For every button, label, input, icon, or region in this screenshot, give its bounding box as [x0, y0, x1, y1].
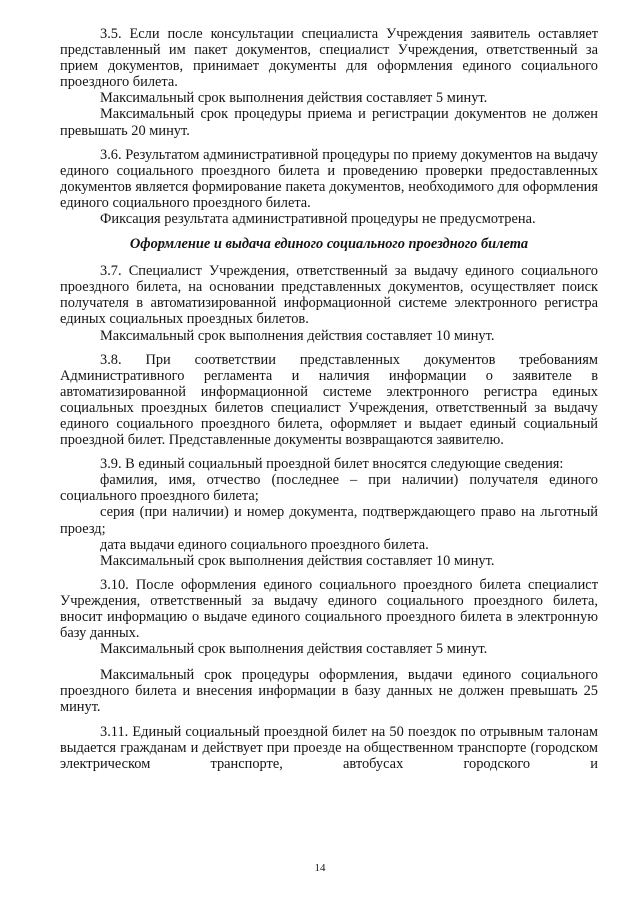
paragraph-3-9-max-time: Максимальный срок выполнения действия составляет 10 минут.: [100, 552, 495, 569]
page-number: 14: [314, 862, 326, 874]
paragraph-3-9: 3.9. В единый социальный проездной билет вносятся следующие сведения:: [100, 456, 564, 473]
paragraph-3-5: 3.5. Если после консультации специалиста Учреждения заявитель оставляет представленный им пакет документов, специалист Учреждения, ответственный за прием документов, принимает документы для оформления единого социального проездного билета.: [60, 26, 598, 91]
paragraph-3-7-max-time: Максимальный срок выполнения действия составляет 10 минут.: [100, 327, 495, 344]
paragraph-3-9-item-date: дата выдачи единого социального проездного билета.: [100, 536, 429, 553]
paragraph-3-11: 3.11. Единый социальный проездной билет на 50 поездок по отрывным талонам выдается гражданам и действует при проезде на общественном транспорте (городском электрическом транспорте, автобусах городского и: [60, 723, 598, 772]
paragraph-3-8: 3.8. При соответствии представленных документов требованиям Административного регламента и наличия информации о заявителе в автоматизированной информационной системе электронного регистра единых социальных проездных билетов специалист Учреждения, ответственный за выдачу единого социального проездного билета, оформляет и выдает единый социальный проездной билет. Представленные документы возвращаются заявителю.: [60, 351, 598, 449]
paragraph-3-6-fixation: Фиксация результата административной процедуры не предусмотрена.: [100, 211, 536, 228]
section-heading: Оформление и выдача единого социального проездного билета: [129, 236, 529, 253]
paragraph-3-10-max-time: Максимальный срок выполнения действия составляет 5 минут.: [100, 641, 488, 658]
paragraph-3-9-item-document: серия (при наличии) и номер документа, подтверждающего право на льготный проезд;: [60, 504, 598, 537]
paragraph-3-10-total-time: Максимальный срок процедуры оформления, выдачи единого социального проездного билета и внесения информации в базу данных не должен превышать 25 минут.: [60, 667, 598, 716]
document-body: [60, 26, 598, 772]
paragraph-3-6: 3.6. Результатом административной процедуры по приему документов на выдачу единого социального проездного билета и проведению проверки предоставленных документов является формирование пакета документов, необходимого для оформления единого социального проездного билета.: [60, 146, 598, 211]
paragraph-3-5-max-time: Максимальный срок выполнения действия составляет 5 минут.: [100, 90, 488, 107]
paragraph-3-9-item-name: фамилия, имя, отчество (последнее – при наличии) получателя единого социального проездного билета;: [60, 472, 598, 505]
paragraph-3-5-total-time: Максимальный срок процедуры приема и регистрации документов не должен превышать 20 минут.: [60, 106, 598, 139]
paragraph-3-10: 3.10. После оформления единого социального проездного билета специалист Учреждения, ответственный за выдачу единого социального проездного билета, вносит информацию о выдаче единого социального проездного билета в электронную базу данных.: [60, 576, 598, 642]
paragraph-3-7: 3.7. Специалист Учреждения, ответственный за выдачу единого социального проездного билета, на основании представленных документов, осуществляет поиск получателя в автоматизированной информационной системе электронного регистра единых социальных проездных билетов.: [60, 263, 598, 328]
